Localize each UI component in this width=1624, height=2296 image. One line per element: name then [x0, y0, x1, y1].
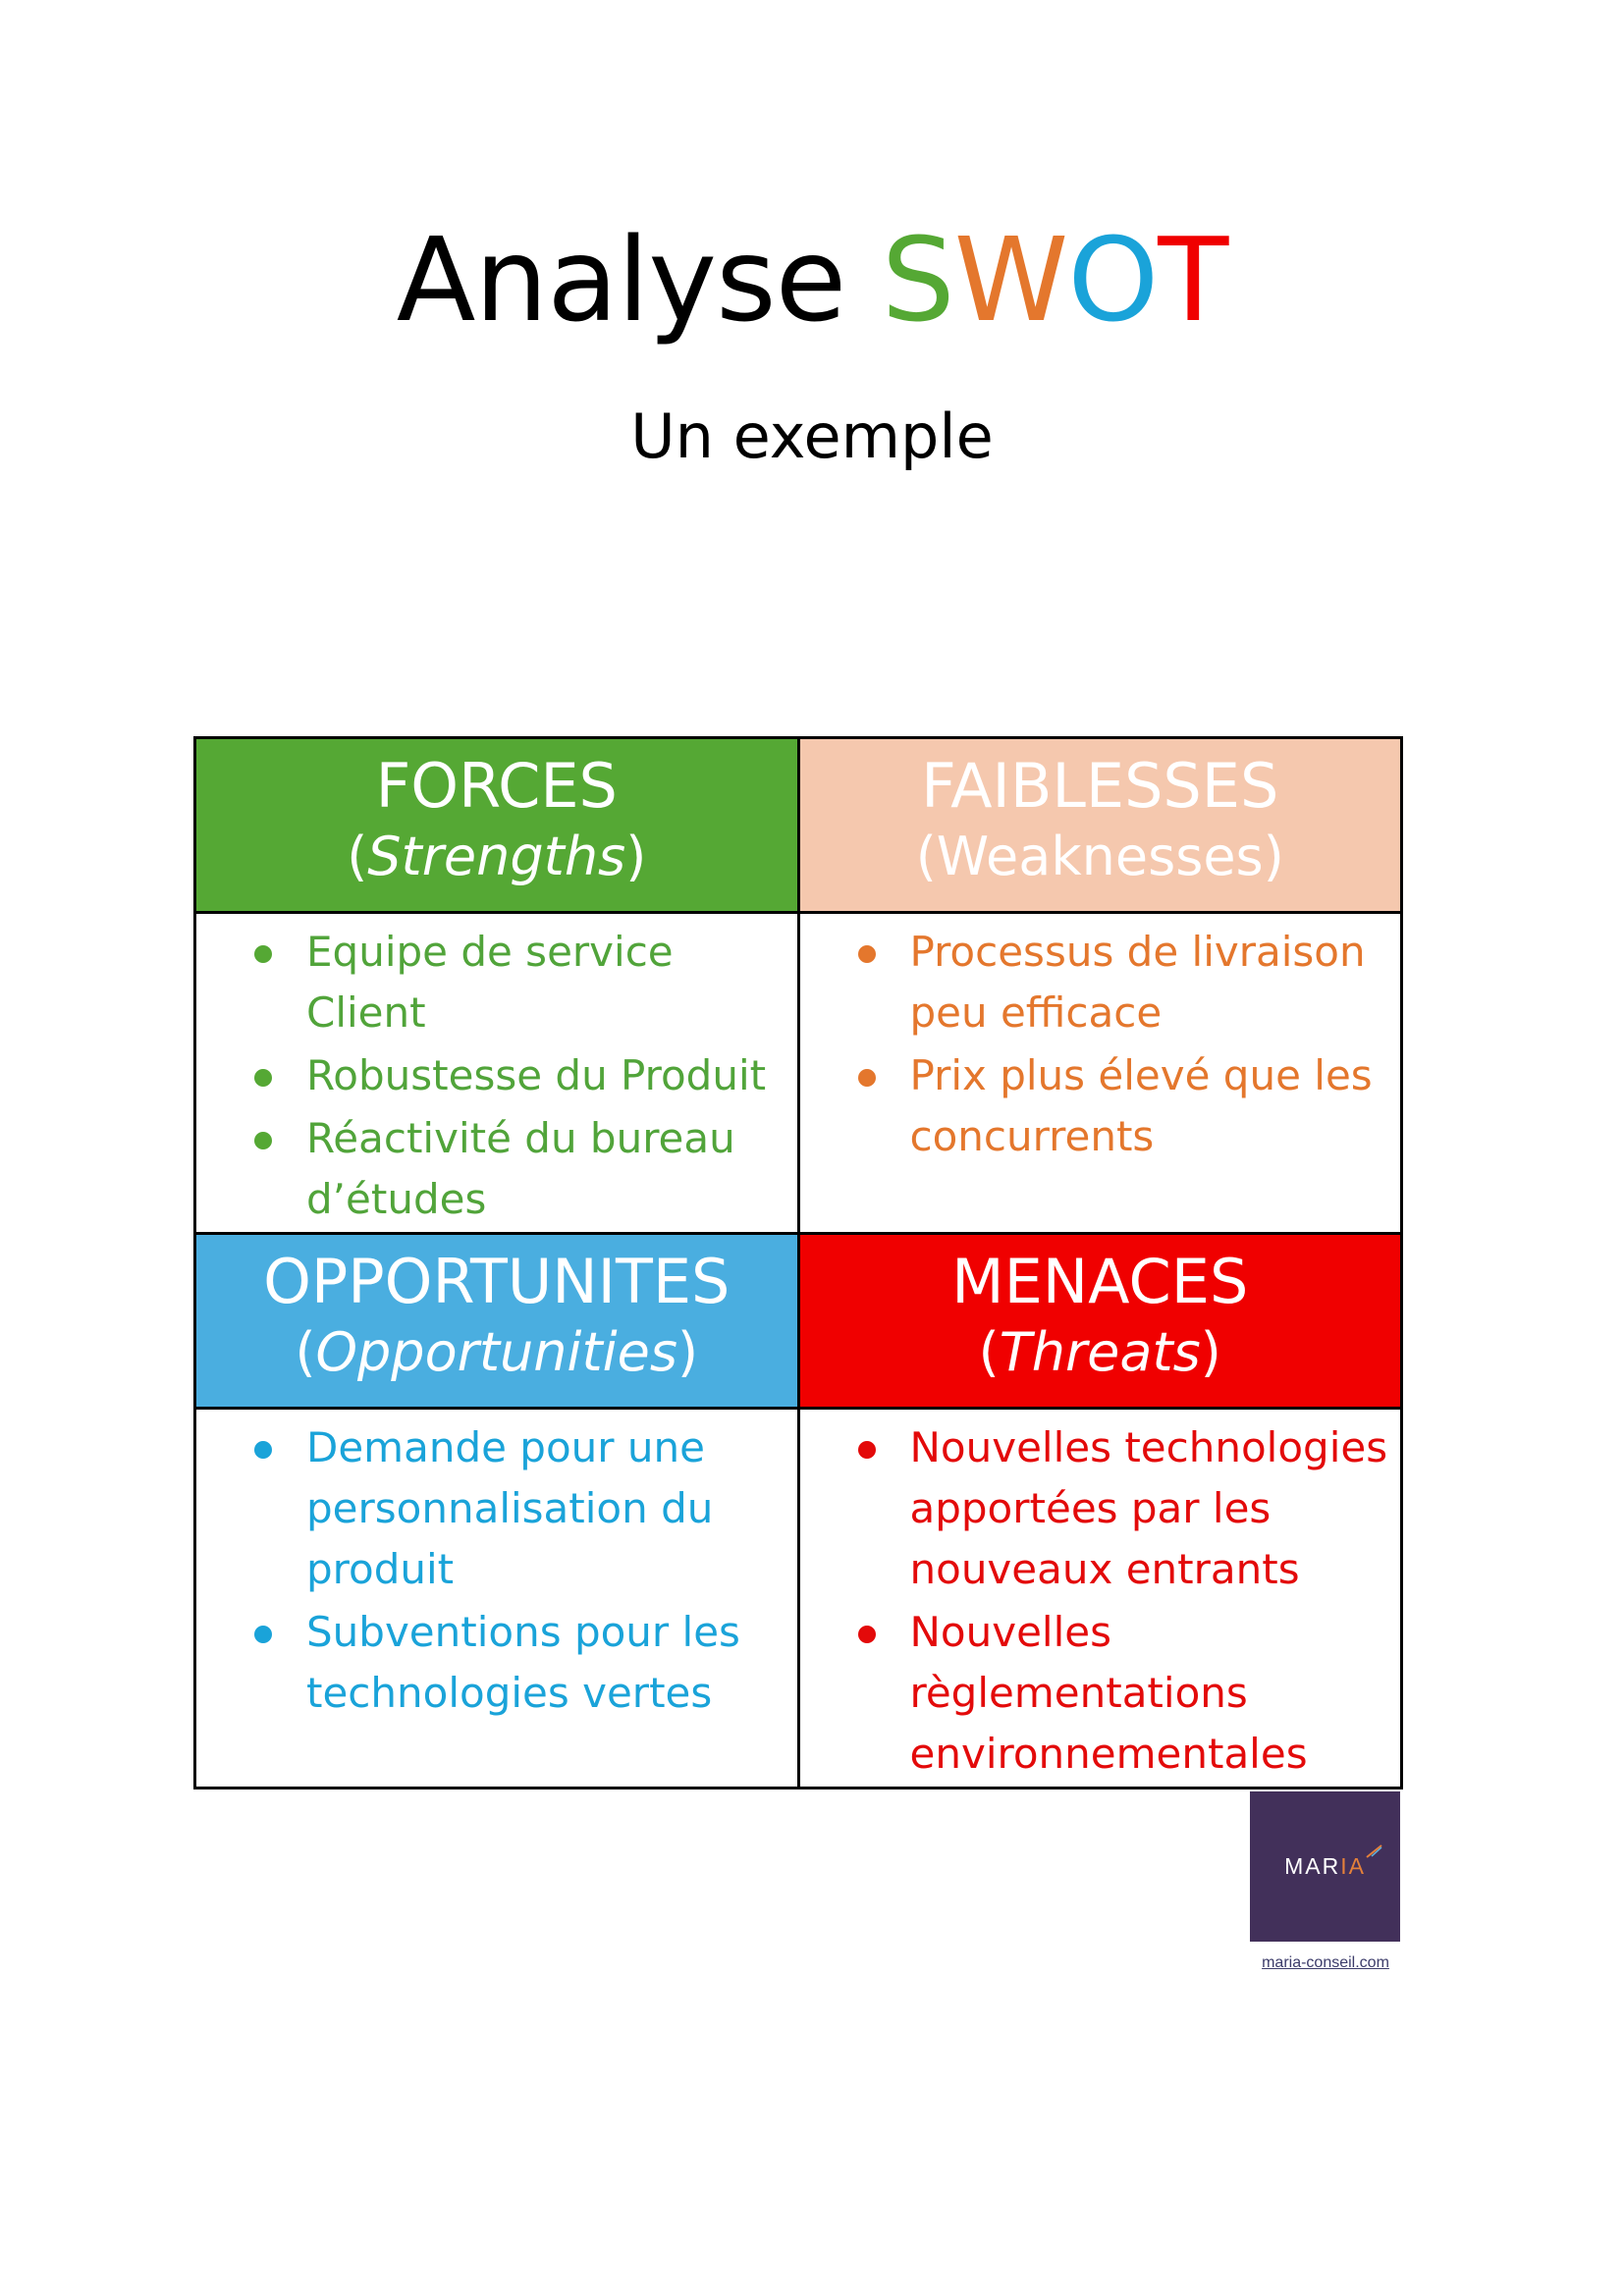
bullet-icon	[254, 1626, 272, 1643]
list-item: Nouvelles règlementations environnementales	[910, 1602, 1391, 1785]
list-item: Equipe de service Client	[306, 922, 787, 1043]
list-item: Demande pour une personnalisation du produit	[306, 1417, 787, 1600]
bullet-icon	[858, 945, 876, 963]
threats-header	[798, 1234, 1402, 1409]
bullet-icon	[858, 1069, 876, 1087]
document-title	[0, 206, 1624, 353]
list-item: Nouvelles technologies apportées par les nouveaux entrants	[910, 1417, 1391, 1600]
weaknesses-list	[800, 914, 1401, 1167]
list-item: Prix plus élevé que les concurrents	[910, 1045, 1391, 1167]
bullet-icon	[254, 1441, 272, 1459]
strengths-cell	[195, 913, 799, 1234]
threats-list	[800, 1410, 1401, 1785]
list-item: Robustesse du Produit	[306, 1045, 787, 1106]
weaknesses-subtitle: (Weaknesses)	[915, 826, 1284, 887]
opportunities-header	[195, 1234, 799, 1409]
bullet-icon	[858, 1626, 876, 1643]
weaknesses-header	[798, 738, 1402, 913]
bullet-icon	[254, 945, 272, 963]
strengths-subtitle: (Strengths)	[347, 826, 647, 887]
threats-subtitle: (Threats)	[978, 1321, 1221, 1383]
title-prefix: Analyse	[396, 212, 882, 347]
opportunities-list	[196, 1410, 797, 1724]
list-item: Réactivité du bureau d’études	[306, 1108, 787, 1230]
list-item: Processus de livraison peu efficace	[910, 922, 1391, 1043]
opportunities-title: OPPORTUNITES	[263, 1246, 731, 1317]
swot-table	[193, 736, 1403, 1789]
logo-wordmark: MARIA	[1284, 1853, 1366, 1880]
threats-title: MENACES	[951, 1246, 1249, 1317]
website-link[interactable]: maria-conseil.com	[1262, 1954, 1389, 1971]
opportunities-subtitle: (Opportunities)	[295, 1321, 699, 1383]
opportunities-cell	[195, 1409, 799, 1789]
title-letter-w: W	[953, 212, 1068, 347]
strengths-title: FORCES	[375, 750, 618, 822]
weaknesses-title: FAIBLESSES	[921, 750, 1279, 822]
maria-logo	[1250, 1791, 1400, 1942]
title-letter-t: T	[1158, 212, 1228, 347]
bullet-icon	[254, 1132, 272, 1149]
weaknesses-cell	[798, 913, 1402, 1234]
threats-cell	[798, 1409, 1402, 1789]
document-subtitle: Un exemple	[630, 400, 994, 472]
list-item: Subventions pour les technologies vertes	[306, 1602, 787, 1724]
strengths-header	[195, 738, 799, 913]
bullet-icon	[858, 1441, 876, 1459]
title-letter-s: S	[881, 212, 954, 347]
title-letter-o: O	[1067, 212, 1159, 347]
strengths-list	[196, 914, 797, 1230]
bullet-icon	[254, 1069, 272, 1087]
logo-swoosh-icon	[1366, 1843, 1383, 1859]
